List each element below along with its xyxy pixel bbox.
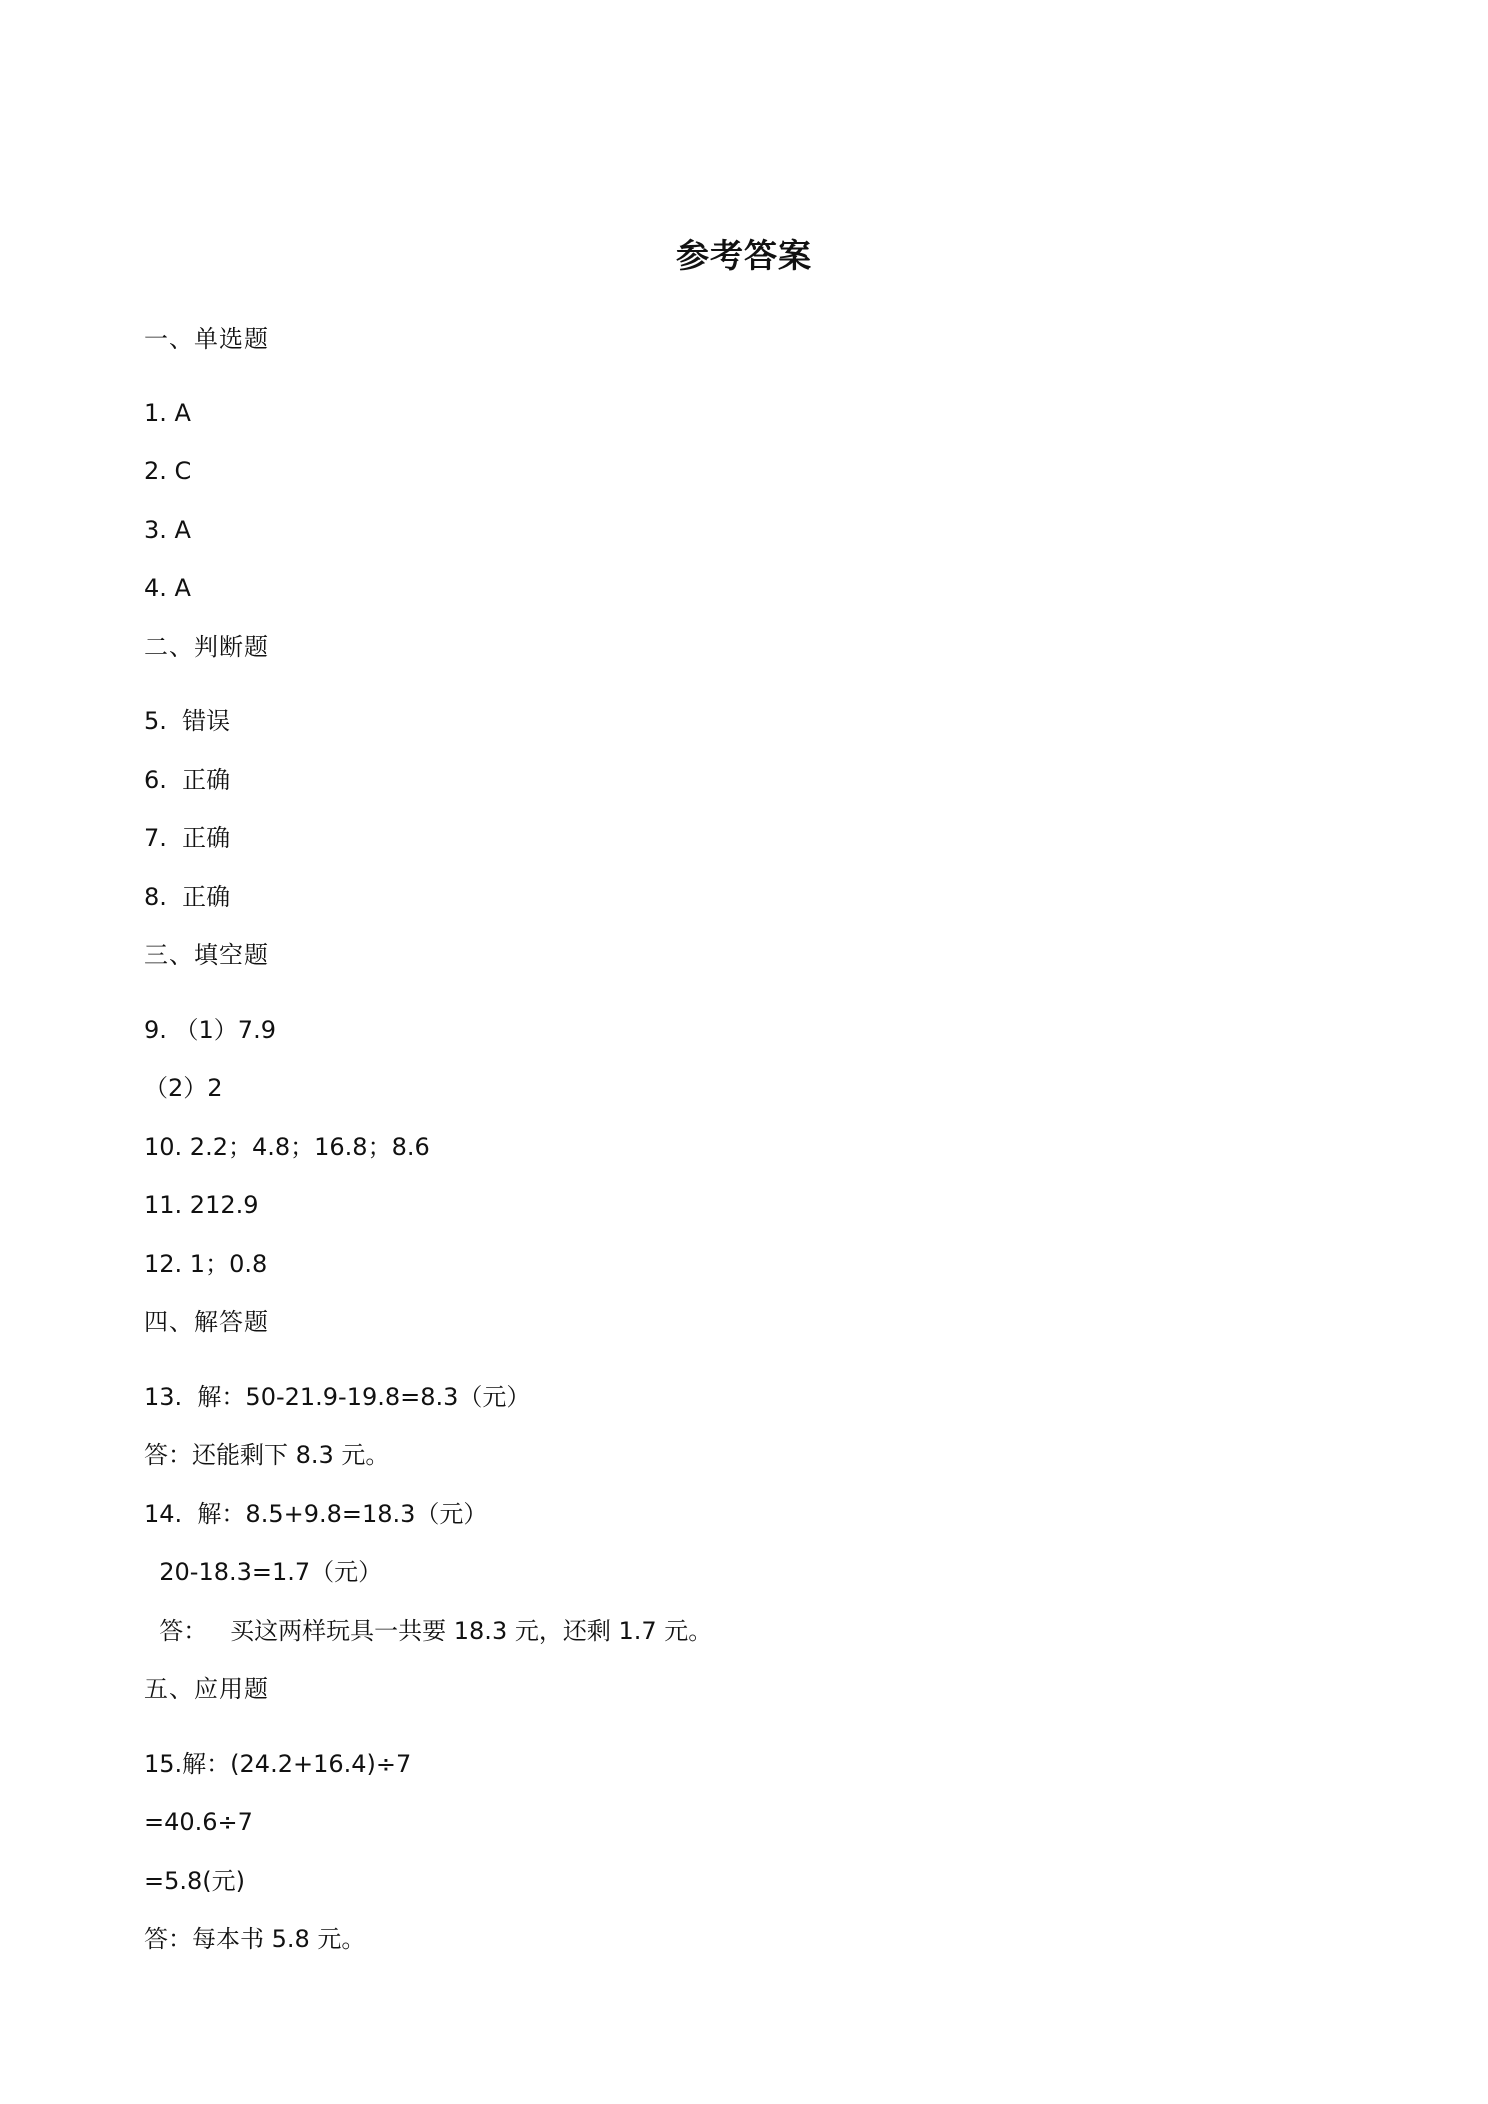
section-heading-single-choice: 一、单选题 <box>144 325 269 353</box>
section-heading-application: 五、应用题 <box>144 1675 269 1703</box>
answer-line: =40.6÷7 <box>144 1808 253 1836</box>
answer-line: 13. 解：50-21.9-19.8=8.3（元） <box>144 1383 531 1411</box>
answer-line: 4. A <box>144 574 191 602</box>
section-heading-fill-blank: 三、填空题 <box>144 941 269 969</box>
answer-line: 3. A <box>144 516 191 544</box>
answer-line: 8. 正确 <box>144 883 231 911</box>
answer-line: 答： 买这两样玩具一共要 18.3 元，还剩 1.7 元。 <box>144 1617 713 1645</box>
answer-line: 7. 正确 <box>144 824 231 852</box>
answer-line: （2）2 <box>144 1074 223 1102</box>
answer-line: 10. 2.2；4.8；16.8；8.6 <box>144 1133 430 1161</box>
section-heading-true-false: 二、判断题 <box>144 633 269 661</box>
answer-line: 20-18.3=1.7（元） <box>144 1558 383 1586</box>
answer-line: 12. 1；0.8 <box>144 1250 268 1278</box>
answer-line: 2. C <box>144 457 192 485</box>
answer-line: =5.8(元) <box>144 1867 246 1895</box>
answer-line: 答：每本书 5.8 元。 <box>144 1925 366 1953</box>
answer-line: 6. 正确 <box>144 766 231 794</box>
answer-line: 14. 解：8.5+9.8=18.3（元） <box>144 1500 488 1528</box>
answer-line: 9. （1）7.9 <box>144 1016 276 1044</box>
page-title: 参考答案 <box>676 236 812 275</box>
answer-line: 11. 212.9 <box>144 1191 259 1219</box>
section-heading-solve: 四、解答题 <box>144 1308 269 1336</box>
answer-line: 15.解：(24.2+16.4)÷7 <box>144 1750 412 1778</box>
answer-line: 答：还能剩下 8.3 元。 <box>144 1441 390 1469</box>
answer-line: 5. 错误 <box>144 707 231 735</box>
answer-line: 1. A <box>144 399 191 427</box>
